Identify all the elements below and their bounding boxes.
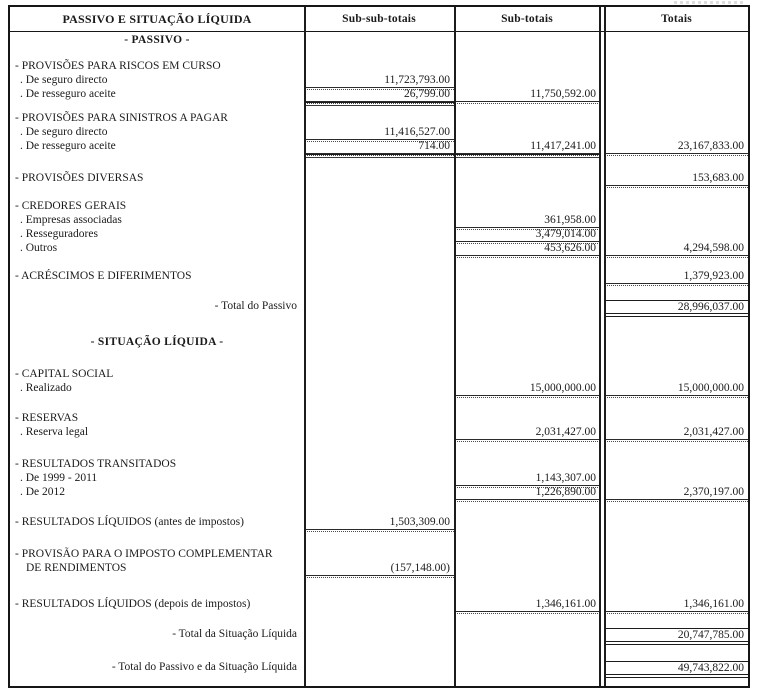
- row-label: . De seguro directo: [20, 74, 108, 86]
- table-row: [10, 74, 748, 88]
- row-label: - PROVISÕES PARA RISCOS EM CURSO: [15, 60, 221, 72]
- value-sub-sub-total: 11,416,527.00: [304, 126, 454, 140]
- row-label: - PROVISÕES DIVERSAS: [15, 172, 144, 184]
- column-rule-2: [454, 7, 456, 686]
- row-label: DE RENDIMENTOS: [26, 562, 127, 574]
- value-sub-total: 11,750,592.00: [454, 88, 600, 102]
- value-total: 2,370,197.00: [605, 486, 748, 500]
- value-sub-sub-total: 1,503,309.00: [304, 516, 454, 530]
- table-row: [10, 382, 748, 396]
- table-row: [10, 426, 748, 440]
- row-label: - RESERVAS: [15, 412, 79, 424]
- table-row: [10, 661, 748, 675]
- column-rule-4: [604, 7, 606, 686]
- column-rule-1: [304, 7, 306, 686]
- value-sub-total: 1,226,890.00: [454, 486, 600, 500]
- row-label: . De 1999 - 2011: [20, 472, 98, 484]
- row-label: - PROVISÃO PARA O IMPOSTO COMPLEMENTAR: [15, 548, 273, 560]
- row-label: - PASSIVO -: [124, 34, 190, 46]
- table-header-row: [10, 7, 748, 32]
- table-row: [10, 368, 748, 382]
- row-label: - RESULTADOS LÍQUIDOS (antes de impostos): [15, 516, 244, 528]
- row-label: . Realizado: [20, 382, 72, 394]
- table-row: [10, 228, 748, 242]
- value-sub-total: 11,417,241.00: [454, 140, 600, 154]
- table-row: [10, 336, 748, 350]
- table-row: [10, 126, 748, 140]
- liabilities-equity-table: [8, 5, 750, 688]
- table-row: [10, 60, 748, 74]
- table-row: [10, 112, 748, 126]
- table-row: [10, 200, 748, 214]
- value-total: 153,683.00: [605, 172, 748, 186]
- value-total: 20,747,785.00: [605, 628, 748, 642]
- scan-artifact: [674, 1, 744, 4]
- row-label: - CAPITAL SOCIAL: [15, 368, 114, 380]
- spacer-row: [10, 102, 748, 112]
- value-sub-sub-total: 714.00: [304, 140, 454, 154]
- row-label: . De resseguro aceite: [20, 140, 116, 152]
- column-header-sub-totals: Sub-totais: [501, 13, 553, 25]
- row-label: - CREDORES GERAIS: [15, 200, 127, 212]
- table-row: [10, 472, 748, 486]
- value-total: 2,031,427.00: [605, 426, 748, 440]
- row-label: . Outros: [20, 242, 58, 254]
- table-row: [10, 548, 748, 562]
- row-label: . Resseguradores: [20, 228, 98, 240]
- value-sub-total: 1,346,161.00: [454, 598, 600, 612]
- value-sub-total: 15,000,000.00: [454, 382, 600, 396]
- row-label: . Empresas associadas: [20, 214, 122, 226]
- row-label: - Total da Situação Líquida: [172, 628, 297, 640]
- row-label: . De seguro directo: [20, 126, 108, 138]
- row-label: . Reserva legal: [20, 426, 89, 438]
- table-row: [10, 628, 748, 642]
- table-row: [10, 516, 748, 530]
- spacer-row: [10, 154, 748, 172]
- value-total: 4,294,598.00: [605, 242, 748, 256]
- value-sub-sub-total: 11,723,793.00: [304, 74, 454, 88]
- row-label: - ACRÉSCIMOS E DIFERIMENTOS: [15, 270, 192, 282]
- value-sub-total: 1,143,307.00: [454, 472, 600, 486]
- table-row: [10, 458, 748, 472]
- table-row: [10, 270, 748, 284]
- table-row: [10, 242, 748, 256]
- table-row: [10, 88, 748, 102]
- table-row: [10, 34, 748, 48]
- column-header-totals: Totais: [661, 13, 692, 25]
- row-label: - RESULTADOS TRANSITADOS: [15, 458, 177, 470]
- row-label: - SITUAÇÃO LÍQUIDA -: [90, 336, 224, 348]
- table-row: [10, 562, 748, 576]
- row-label: - Total do Passivo e da Situação Líquida: [111, 661, 297, 673]
- value-total: 49,743,822.00: [605, 661, 748, 675]
- value-total: 1,346,161.00: [605, 598, 748, 612]
- rows-container: [10, 34, 748, 675]
- table-row: [10, 300, 748, 314]
- section-rule: [304, 154, 454, 172]
- value-total: 28,996,037.00: [605, 300, 748, 314]
- row-label: . De 2012: [20, 486, 66, 498]
- column-header-sub-sub-totals: Sub-sub-totais: [342, 13, 416, 25]
- table-row: [10, 140, 748, 154]
- value-total: 1,379,923.00: [605, 270, 748, 284]
- column-header-description: PASSIVO E SITUAÇÃO LÍQUIDA: [62, 11, 252, 26]
- section-rule: [454, 154, 600, 172]
- table-row: [10, 412, 748, 426]
- table-row: [10, 214, 748, 228]
- value-sub-total: 361,958.00: [454, 214, 600, 228]
- value-sub-total: 453,626.00: [454, 242, 600, 256]
- value-sub-total: 2,031,427.00: [454, 426, 600, 440]
- value-sub-sub-total: (157,148.00): [304, 562, 454, 576]
- row-label: - Total do Passivo: [214, 300, 297, 312]
- section-rule: [304, 102, 454, 112]
- row-label: - PROVISÕES PARA SINISTROS A PAGAR: [15, 112, 228, 124]
- row-label: . De resseguro aceite: [20, 88, 116, 100]
- column-rule-3: [599, 7, 601, 686]
- value-total: 15,000,000.00: [605, 382, 748, 396]
- value-sub-total: 3,479,014.00: [454, 228, 600, 242]
- value-sub-sub-total: 26,799.00: [304, 88, 454, 102]
- table-row: [10, 598, 748, 612]
- row-label: - RESULTADOS LÍQUIDOS (depois de impostos): [15, 598, 251, 610]
- table-row: [10, 172, 748, 186]
- table-row: [10, 486, 748, 500]
- value-total: 23,167,833.00: [605, 140, 748, 154]
